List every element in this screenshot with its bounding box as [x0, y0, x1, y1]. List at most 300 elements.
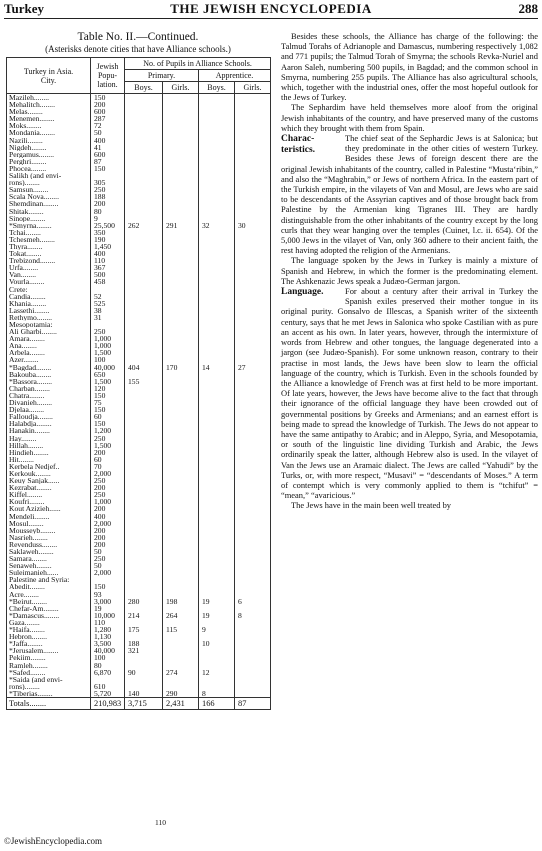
- population-cell: 1,280: [91, 626, 125, 633]
- population-cell: 60: [91, 413, 125, 420]
- pupil-cell: [199, 527, 235, 534]
- table-row: [7, 598, 271, 605]
- pupil-cell: [235, 484, 271, 491]
- table-row: [7, 406, 271, 413]
- pupil-cell: [125, 328, 163, 335]
- pupil-cell: [125, 371, 163, 378]
- pupil-cell: [125, 406, 163, 413]
- city-cell: Shitak........: [7, 208, 91, 215]
- pupil-cell: 19: [199, 598, 235, 605]
- table-row: [7, 144, 271, 151]
- pupil-cell: [125, 257, 163, 264]
- pupil-cell: [199, 605, 235, 612]
- pupil-cell: [199, 186, 235, 193]
- table-row: [7, 94, 271, 102]
- pupil-cell: [235, 186, 271, 193]
- pupil-cell: [235, 576, 271, 583]
- pupil-cell: [235, 442, 271, 449]
- pupil-cell: [125, 442, 163, 449]
- pupil-cell: 8: [235, 612, 271, 619]
- pupil-cell: [125, 236, 163, 243]
- pupil-cell: [163, 200, 199, 207]
- city-cell: Trebizond........: [7, 257, 91, 264]
- pupil-cell: [163, 527, 199, 534]
- table-row: [7, 399, 271, 406]
- population-cell: 600: [91, 151, 125, 158]
- paragraph-schools: Besides these schools, the Alliance has charge of the following: the Talmud Torahs of Adrianople and Damascus, numbering respectively 1,082 and 771 pupils; the Talmud Torah of Smyrna; the schools Revka-Nuriel and Aaron Saleh, numbering 500 pupils, in Bagdad; and the common school in Smyrna, numbering 255 pupils. The Alliance has also agricultural schools, which, together with the industrial ones, offer the most hopeful outlook for the Jews of Turkey.: [281, 31, 538, 103]
- pupil-cell: [199, 470, 235, 477]
- pupil-cell: [163, 151, 199, 158]
- population-cell: 250: [91, 186, 125, 193]
- pupil-cell: [125, 491, 163, 498]
- pupil-cell: [235, 662, 271, 669]
- city-cell: Nasrieh........: [7, 534, 91, 541]
- pupil-cell: [125, 229, 163, 236]
- pupil-cell: [163, 243, 199, 250]
- pupil-cell: [125, 505, 163, 512]
- pupil-cell: [163, 676, 199, 683]
- pupil-cell: [125, 278, 163, 285]
- city-cell: Khania........: [7, 300, 91, 307]
- table-row: [7, 129, 271, 136]
- population-cell: 500: [91, 271, 125, 278]
- pupil-cell: [163, 633, 199, 640]
- population-cell: 250: [91, 491, 125, 498]
- city-cell: Divanieh........: [7, 399, 91, 406]
- pupil-cell: [125, 293, 163, 300]
- table-row: [7, 300, 271, 307]
- population-cell: 72: [91, 122, 125, 129]
- pupil-cell: [199, 654, 235, 661]
- pupil-cell: [235, 555, 271, 562]
- table-row: [7, 562, 271, 569]
- city-cell: Kout Azizieh......: [7, 505, 91, 512]
- table-row: [7, 541, 271, 548]
- population-cell: 9: [91, 215, 125, 222]
- pupil-cell: [163, 513, 199, 520]
- pupil-cell: [163, 505, 199, 512]
- totals-cell: 2,431: [163, 697, 199, 709]
- pupil-cell: [163, 236, 199, 243]
- pupil-cell: [163, 208, 199, 215]
- city-cell: Tchesmeh........: [7, 236, 91, 243]
- pupil-cell: 291: [163, 222, 199, 229]
- population-cell: 400: [91, 137, 125, 144]
- pupil-cell: [199, 243, 235, 250]
- table-row: [7, 413, 271, 420]
- population-cell: 120: [91, 385, 125, 392]
- paragraph-language: For about a century after their arrival in Turkey the Spanish exiles preserved their mother tongue in its original purity. Gonsalvo de Illescas, a Spanish writer of the sixteenth century, says that he met Jews in Salonica who spoke Castilian with as pure an accent as his own. In later years, however, through the intermixture of words from Hebrew and other tongues, the language degenerated into a jargon (see Judæo-Spanish). For some unknown reason, contrary to their practise in most lands, the Jews have been slow to learn the official language of the country, which is Turkish. Even in the schools founded by the Alliance a knowledge of French was at first held to be more important. Of late years, however, the Jews have become alive to the fact that through their ignorance of the official language they have been crowded out of governmental positions by Greeks and Armenians; and an earnest effort is being made to spread the knowledge of Turkish. The Jews do not appear to have the same antipathy to Arabic; and in Aleppo, Syria, and Mesopotamia, or south of the linguistic line dividing Turkish and Arabic, the Jews ordinarily speak the latter, although Hebrew also is used. In the vilayet of Van the Jews use an Aramaic dialect. The Jews are called “Yahudi” by the Turks, or, with more respect, “Musavi” = “descendants of Moses.” A term of contempt which is very commonly applied to them is “tchifut” = “mean,” “avaricious.”: [281, 286, 538, 501]
- pupil-cell: [235, 605, 271, 612]
- pupil-cell: [163, 307, 199, 314]
- table-row: [7, 165, 271, 172]
- pupil-cell: [235, 683, 271, 690]
- pupil-cell: [163, 498, 199, 505]
- pupil-cell: 188: [125, 640, 163, 647]
- pupil-cell: [163, 94, 199, 102]
- population-cell: 150: [91, 583, 125, 590]
- city-cell: Ana........: [7, 342, 91, 349]
- pupil-cell: [163, 427, 199, 434]
- table-row: [7, 477, 271, 484]
- table-row: [7, 420, 271, 427]
- population-cell: 75: [91, 399, 125, 406]
- page-number: 288: [518, 1, 538, 16]
- pupil-cell: [235, 640, 271, 647]
- pupil-cell: [235, 179, 271, 186]
- pupil-cell: [235, 399, 271, 406]
- city-cell: Kiffel........: [7, 491, 91, 498]
- pupil-cell: [163, 349, 199, 356]
- population-cell: [91, 676, 125, 683]
- pupil-cell: [125, 619, 163, 626]
- population-cell: 25,500: [91, 222, 125, 229]
- table-row: [7, 534, 271, 541]
- pupil-cell: [235, 569, 271, 576]
- city-cell: Moks........: [7, 122, 91, 129]
- pupil-cell: [235, 669, 271, 676]
- pupil-cell: [163, 654, 199, 661]
- city-cell: Kerkouk........: [7, 470, 91, 477]
- table-row: [7, 612, 271, 619]
- pupil-cell: [235, 583, 271, 590]
- totals-label: Totals........: [7, 697, 91, 709]
- table-row: [7, 115, 271, 122]
- pupil-cell: [199, 392, 235, 399]
- city-cell: Senaweh........: [7, 562, 91, 569]
- city-cell: rons)........: [7, 179, 91, 186]
- pupil-cell: [125, 633, 163, 640]
- pupil-cell: [235, 378, 271, 385]
- boys-header: Boys.: [125, 82, 163, 94]
- pupil-cell: [163, 101, 199, 108]
- table-row: [7, 505, 271, 512]
- pupil-cell: 10: [199, 640, 235, 647]
- pupil-cell: [199, 158, 235, 165]
- pupil-cell: [235, 328, 271, 335]
- city-cell: Thyra........: [7, 243, 91, 250]
- pupil-cell: [235, 165, 271, 172]
- pupil-cell: [235, 513, 271, 520]
- pupil-cell: [199, 427, 235, 434]
- paragraph-language-intro: The language spoken by the Jews in Turkey is mainly a mixture of Spanish and Hebrew, in which the former is the predominating element. The Ashkenazic Jews speak a Judæo-German jargon.: [281, 255, 538, 286]
- pupil-cell: [163, 662, 199, 669]
- population-cell: 1,130: [91, 633, 125, 640]
- pupil-cell: [235, 286, 271, 293]
- pupil-cell: [235, 101, 271, 108]
- pupil-cell: [235, 676, 271, 683]
- table-row: [7, 243, 271, 250]
- population-table: [6, 57, 271, 710]
- table-row: [7, 669, 271, 676]
- pupil-cell: [125, 200, 163, 207]
- pupil-cell: [235, 406, 271, 413]
- pupil-cell: [163, 137, 199, 144]
- totals-cell: 166: [199, 697, 235, 709]
- city-cell: Azer........: [7, 356, 91, 363]
- pupil-cell: [199, 115, 235, 122]
- pupil-cell: [163, 115, 199, 122]
- pupil-cell: [125, 534, 163, 541]
- pupil-cell: [199, 463, 235, 470]
- pupil-cell: [125, 484, 163, 491]
- pupil-cell: [125, 271, 163, 278]
- city-cell: *Haifa........: [7, 626, 91, 633]
- pupil-cell: [199, 591, 235, 598]
- table-row: [7, 470, 271, 477]
- pupil-cell: [199, 647, 235, 654]
- girls-header: Girls.: [163, 82, 199, 94]
- pupil-cell: [125, 527, 163, 534]
- population-cell: 600: [91, 108, 125, 115]
- city-cell: Nigdeh........: [7, 144, 91, 151]
- table-row: [7, 314, 271, 321]
- pupil-cell: 12: [199, 669, 235, 676]
- population-cell: 5,720: [91, 690, 125, 698]
- population-cell: 150: [91, 165, 125, 172]
- pupil-cell: [199, 151, 235, 158]
- city-cell: Samara........: [7, 555, 91, 562]
- pupil-cell: [199, 137, 235, 144]
- pupil-cell: [235, 654, 271, 661]
- population-cell: 40,000: [91, 364, 125, 371]
- table-row: [7, 690, 271, 698]
- table-row: [7, 435, 271, 442]
- pupil-cell: [199, 271, 235, 278]
- pupil-cell: [199, 619, 235, 626]
- city-cell: Perghri........: [7, 158, 91, 165]
- pupil-cell: 27: [235, 364, 271, 371]
- pupil-cell: [163, 186, 199, 193]
- pupil-cell: [125, 435, 163, 442]
- table-row: [7, 193, 271, 200]
- pupil-cell: [163, 356, 199, 363]
- article-column: [281, 31, 538, 511]
- pupil-cell: [199, 378, 235, 385]
- city-cell: Candia........: [7, 293, 91, 300]
- city-cell: Acre........: [7, 591, 91, 598]
- table-row: [7, 633, 271, 640]
- pupil-cell: [235, 335, 271, 342]
- pupil-cell: [235, 647, 271, 654]
- pupil-cell: [199, 569, 235, 576]
- pupil-cell: [163, 640, 199, 647]
- pupil-cell: [163, 215, 199, 222]
- pupil-cell: [235, 94, 271, 102]
- pupil-cell: [163, 484, 199, 491]
- pupil-cell: [199, 435, 235, 442]
- population-cell: 50: [91, 548, 125, 555]
- city-cell: Koufri........: [7, 498, 91, 505]
- pupil-cell: 321: [125, 647, 163, 654]
- pupil-cell: [125, 498, 163, 505]
- population-cell: 1,500: [91, 349, 125, 356]
- pupil-cell: [199, 513, 235, 520]
- pupil-cell: [235, 243, 271, 250]
- population-cell: [91, 286, 125, 293]
- city-cell: Kerbela Nedjef..: [7, 463, 91, 470]
- city-cell: Pergamus........: [7, 151, 91, 158]
- pupil-cell: [125, 463, 163, 470]
- pupil-cell: [235, 371, 271, 378]
- city-cell: Chefar-Am........: [7, 605, 91, 612]
- table-column: [6, 31, 270, 827]
- table-row: [7, 676, 271, 683]
- table-row: [7, 215, 271, 222]
- pupil-cell: [235, 527, 271, 534]
- population-cell: 50: [91, 562, 125, 569]
- pupil-cell: [163, 555, 199, 562]
- pupil-cell: [199, 442, 235, 449]
- city-cell: *Bassora........: [7, 378, 91, 385]
- pupil-cell: [199, 293, 235, 300]
- pupil-cell: [199, 94, 235, 102]
- population-cell: 250: [91, 435, 125, 442]
- pupil-cell: [199, 541, 235, 548]
- table-row: [7, 392, 271, 399]
- table-row: [7, 179, 271, 186]
- city-cell: Ali Gharbi........: [7, 328, 91, 335]
- city-cell: Mehalitch........: [7, 101, 91, 108]
- table-row: [7, 229, 271, 236]
- pupil-cell: [235, 420, 271, 427]
- pupil-cell: 30: [235, 222, 271, 229]
- pupil-cell: [163, 314, 199, 321]
- pupil-cell: [235, 534, 271, 541]
- city-cell: Pekiim........: [7, 654, 91, 661]
- city-cell: Arbela........: [7, 349, 91, 356]
- table-row: [7, 108, 271, 115]
- table-row: [7, 449, 271, 456]
- pupil-cell: [163, 420, 199, 427]
- city-cell: Scala Nova........: [7, 193, 91, 200]
- pupil-cell: [125, 392, 163, 399]
- pupil-cell: [235, 477, 271, 484]
- pupil-cell: [235, 349, 271, 356]
- pupil-cell: 14: [199, 364, 235, 371]
- population-cell: 200: [91, 541, 125, 548]
- pupil-cell: [163, 562, 199, 569]
- table-row: [7, 328, 271, 335]
- population-cell: 650: [91, 371, 125, 378]
- pupil-cell: [163, 576, 199, 583]
- table-row: [7, 356, 271, 363]
- table-row: [7, 342, 271, 349]
- city-cell: Van........: [7, 271, 91, 278]
- pupil-cell: [235, 505, 271, 512]
- pupil-cell: [125, 555, 163, 562]
- pupil-cell: [163, 605, 199, 612]
- population-cell: 150: [91, 392, 125, 399]
- pupil-cell: [125, 335, 163, 342]
- city-cell: Palestine and Syria:: [7, 576, 91, 583]
- pupil-cell: 274: [163, 669, 199, 676]
- city-cell: Rethymo........: [7, 314, 91, 321]
- pupils-header: No. of Pupils in Alliance Schools.: [125, 58, 271, 70]
- pupil-cell: [235, 342, 271, 349]
- pupil-cell: [163, 406, 199, 413]
- table-row: [7, 619, 271, 626]
- pupil-cell: [163, 456, 199, 463]
- pupil-cell: [125, 477, 163, 484]
- table-row: [7, 271, 271, 278]
- table-row: [7, 321, 271, 328]
- pupil-cell: [163, 491, 199, 498]
- pupil-cell: [235, 271, 271, 278]
- table-row: [7, 349, 271, 356]
- pupil-cell: [125, 541, 163, 548]
- pupil-cell: [199, 328, 235, 335]
- population-cell: 200: [91, 484, 125, 491]
- pupil-cell: [235, 193, 271, 200]
- population-cell: [91, 172, 125, 179]
- population-cell: 10,000: [91, 612, 125, 619]
- pupil-cell: [125, 420, 163, 427]
- pupil-cell: [235, 151, 271, 158]
- city-cell: Djelaa........: [7, 406, 91, 413]
- pupil-cell: [163, 413, 199, 420]
- pupil-cell: [235, 137, 271, 144]
- pupil-cell: [235, 257, 271, 264]
- population-cell: 3,500: [91, 640, 125, 647]
- pupil-cell: [163, 271, 199, 278]
- pupil-cell: [125, 413, 163, 420]
- pupil-cell: [125, 456, 163, 463]
- pupil-cell: [235, 115, 271, 122]
- population-cell: 200: [91, 534, 125, 541]
- city-cell: *Smyrna........: [7, 222, 91, 229]
- population-cell: 1,450: [91, 243, 125, 250]
- table-row: [7, 605, 271, 612]
- city-cell: Hillah........: [7, 442, 91, 449]
- table-row: [7, 555, 271, 562]
- pupil-cell: [163, 108, 199, 115]
- pupil-cell: [235, 633, 271, 640]
- pupil-cell: [235, 449, 271, 456]
- header-rule: [4, 18, 538, 19]
- city-cell: Hay........: [7, 435, 91, 442]
- table-row: [7, 484, 271, 491]
- pupil-cell: [125, 548, 163, 555]
- population-cell: 458: [91, 278, 125, 285]
- city-cell: Gaza........: [7, 619, 91, 626]
- pupil-cell: [125, 215, 163, 222]
- pupil-cell: 264: [163, 612, 199, 619]
- pupil-cell: [199, 548, 235, 555]
- pupil-cell: [199, 683, 235, 690]
- pupil-cell: [199, 576, 235, 583]
- population-cell: 38: [91, 307, 125, 314]
- pupil-cell: [235, 626, 271, 633]
- city-cell: Lassethi........: [7, 307, 91, 314]
- population-cell: 110: [91, 257, 125, 264]
- pupil-cell: [235, 385, 271, 392]
- pupil-cell: [235, 208, 271, 215]
- pupil-cell: [125, 108, 163, 115]
- pupil-cell: [199, 321, 235, 328]
- table-body: [7, 94, 271, 710]
- city-cell: Salikh (and envi-: [7, 172, 91, 179]
- pupil-cell: [235, 541, 271, 548]
- pupil-cell: [199, 200, 235, 207]
- pupil-cell: [125, 662, 163, 669]
- pupil-cell: [125, 144, 163, 151]
- table-row: [7, 158, 271, 165]
- pupil-cell: 8: [199, 690, 235, 698]
- city-cell: Chatra........: [7, 392, 91, 399]
- table-row: [7, 498, 271, 505]
- city-cell: Tchai........: [7, 229, 91, 236]
